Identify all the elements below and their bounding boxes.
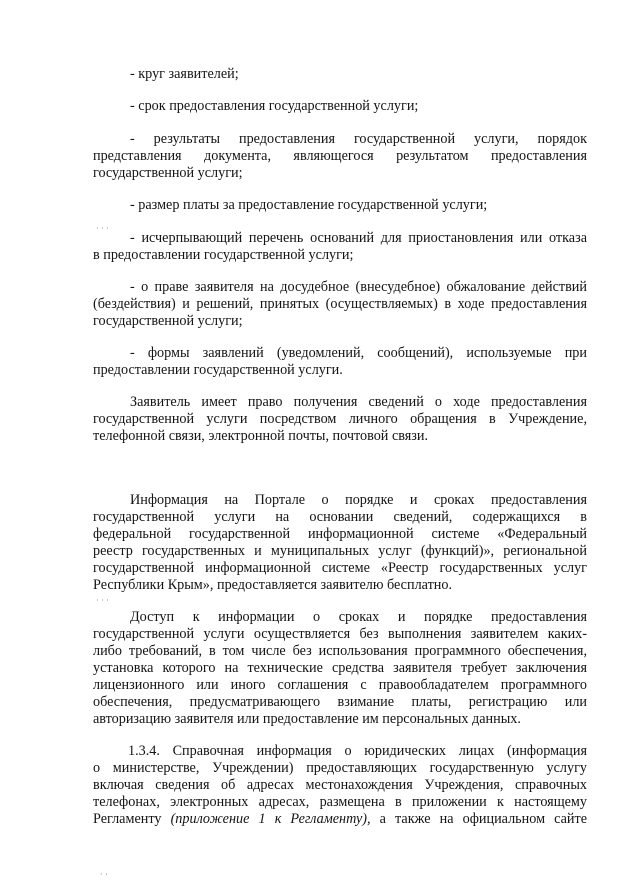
applicant-para-line3: телефонной связи, электронной почты, почтовой связи. xyxy=(93,428,429,444)
list-item-grounds-line2: в предоставлении государственной услуги; xyxy=(93,247,354,263)
access-para-line3: либо требований, в том числе без использования программного обеспечения, xyxy=(93,643,587,659)
portal-para-line5: государственной информационной системе «Реестр государственных услуг xyxy=(93,560,587,576)
scan-speck: · · xyxy=(100,870,108,879)
access-para-line1: Доступ к информации о сроках и порядке предоставления xyxy=(130,609,587,625)
reference-para-line2: о министерстве, Учреждении) предоставляющих государственную услугу xyxy=(93,760,587,776)
list-item-results-line1: - результаты предоставления государственной услуги, порядок xyxy=(130,131,587,147)
reference-text-end: а также на официальном сайте xyxy=(370,811,588,827)
portal-para-line1: Информация на Портале о порядке и сроках предоставления xyxy=(130,492,587,508)
scan-speck: · · · xyxy=(96,224,109,233)
applicant-para-line1: Заявитель имеет право получения сведений о ходе предоставления xyxy=(130,394,587,410)
list-item-appeal-line2: (бездействия) и решений, принятых (осуществляемых) в ходе предоставления xyxy=(93,296,587,312)
reference-para-line1: 1.3.4. Справочная информация о юридических лицах (информация xyxy=(128,743,587,759)
portal-para-line2: государственной услуги на основании сведений, содержащихся в xyxy=(93,509,587,525)
list-item-term: - срок предоставления государственной услуги; xyxy=(130,98,419,114)
access-para-line6: обеспечения, предусматривающего взимание платы, регистрацию или xyxy=(93,694,587,710)
access-para-line2: государственной услуги осуществляется без выполнения заявителем каких- xyxy=(93,626,587,642)
access-para-line5: лицензионного или иного соглашения с правообладателем программного xyxy=(93,677,587,693)
portal-para-line6: Республики Крым», предоставляется заявителю бесплатно. xyxy=(93,577,453,593)
list-item-grounds-line1: - исчерпывающий перечень оснований для приостановления или отказа xyxy=(130,230,587,246)
list-item-forms-line2: предоставлении государственной услуги. xyxy=(93,362,343,378)
list-item-appeal-line3: государственной услуги; xyxy=(93,313,243,329)
portal-para-line3: федеральной государственной информационной системе «Федеральный xyxy=(93,526,587,542)
list-item-forms-line1: - формы заявлений (уведомлений, сообщений), используемые при xyxy=(130,345,587,361)
list-item-appeal-line1: - о праве заявителя на досудебное (внесудебное) обжалование действий xyxy=(130,279,587,295)
list-item-results-line2: представления документа, являющегося результатом предоставления xyxy=(93,148,587,164)
list-item-fee: - размер платы за предоставление государственной услуги; xyxy=(130,197,488,213)
scan-speck: · · · xyxy=(96,596,109,605)
list-item-results-line3: государственной услуги; xyxy=(93,165,243,181)
reference-para-line5 xyxy=(93,811,587,828)
appendix-reference: (приложение 1 к Регламенту), xyxy=(170,811,371,827)
reference-para-line4: телефонах, электронных адресах, размещена в приложении к настоящему xyxy=(93,794,587,810)
reference-para-line3: включая сведения об адресах местонахождения Учреждения, справочных xyxy=(93,777,587,793)
list-item-applicants: - круг заявителей; xyxy=(130,66,239,82)
reference-text: Регламенту xyxy=(93,811,171,827)
access-para-line4: установка которого на технические средства заявителя требует заключения xyxy=(93,660,587,676)
applicant-para-line2: государственной услуги посредством личного обращения в Учреждение, xyxy=(93,411,587,427)
access-para-line7: авторизацию заявителя или предоставление им персональных данных. xyxy=(93,711,521,727)
portal-para-line4: реестр государственных и муниципальных услуг (функций)», региональной xyxy=(93,543,587,559)
